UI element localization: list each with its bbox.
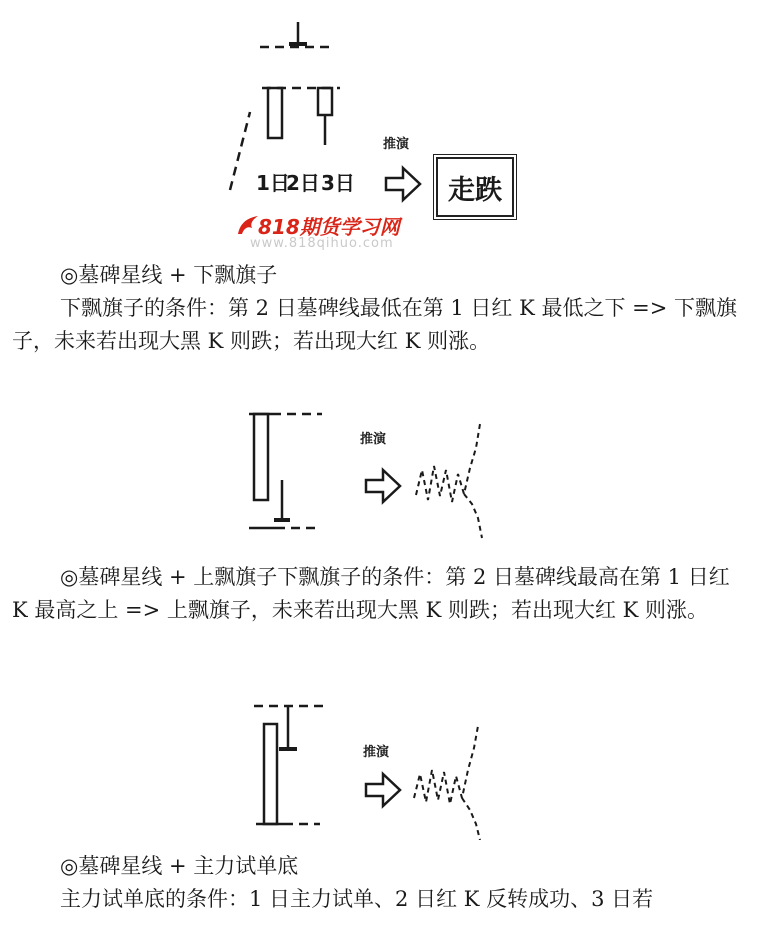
fig2-arrow: [366, 470, 400, 502]
fig2-day1-candle: [254, 414, 268, 500]
fig2-zigzag-line: [416, 424, 482, 538]
figure-2-candles: [0, 400, 758, 545]
watermark-brand: 818期货学习网: [258, 215, 400, 239]
fig3-zigzag-line: [414, 726, 480, 840]
section1-body: 下飘旗子的条件：第 2 日墓碑线最低在第 1 日红 K 最低之下 => 下飘旗子，未来若出现大黑 K 则跌；若出现大红 K 则涨。: [12, 296, 738, 353]
fig3-arrow: [366, 774, 400, 806]
fig1-arrow: [386, 168, 420, 200]
watermark-flame-logo: [236, 214, 260, 236]
fig1-day1-label: 1日: [256, 171, 290, 195]
section3-body: 主力试单底的条件：1 日主力试单、2 日红 K 反转成功、3 日若: [60, 887, 654, 911]
fig1-result-text: 走跌: [448, 174, 502, 206]
fig1-tuiyan-label: 推演: [383, 137, 410, 152]
section3-heading: ◎墓碑星线 + 主力试单底: [60, 854, 299, 878]
fig1-result-box: [436, 157, 514, 217]
fig1-day3-candle: [318, 88, 332, 115]
figure-3-candles: [0, 690, 758, 840]
section1-heading: ◎墓碑星线 + 下飘旗子: [60, 263, 278, 287]
fig1-day1-candle: [268, 88, 282, 138]
fig3-day1-candle: [264, 724, 277, 824]
fig1-day3-label: 3日: [321, 171, 355, 195]
fig1-trend-dash: [230, 112, 250, 190]
watermark-url: www.818qihuo.com: [250, 236, 394, 251]
fig1-day2-label: 2日: [286, 171, 320, 195]
section2-body: ◎墓碑星线 + 上飘旗子下飘旗子的条件：第 2 日墓碑线最高在第 1 日红 K 最高之上 => 上飘旗子，未来若出现大黑 K 则跌；若出现大红 K 则涨。: [12, 565, 730, 622]
fig3-tuiyan-label: 推演: [363, 745, 390, 760]
fig2-tuiyan-label: 推演: [360, 432, 387, 447]
